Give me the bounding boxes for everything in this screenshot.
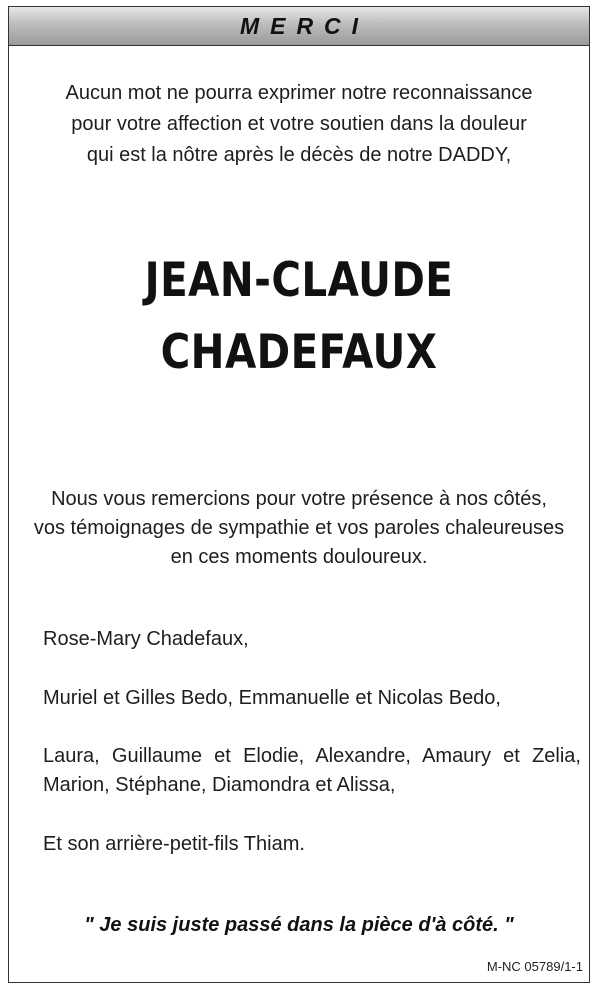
family-line: Laura, Guillaume et Elodie, Alexandre, Amaury et Zelia, [43,745,581,767]
thanks-line: vos témoignages de sympathie et vos paroles chaleureuses [33,517,565,539]
family-line: Marion, Stéphane, Diamondra et Alissa, [43,774,396,796]
reference-code: M-NC 05789/1-1 [486,959,583,974]
family-line: Rose-Mary Chadefaux, [43,628,249,650]
header-band [9,7,589,46]
thanks-line: en ces moments douloureux. [170,546,428,568]
family-line: Et son arrière-petit-fils Thiam. [43,833,305,855]
intro-paragraph [9,78,589,171]
deceased-last-name: CHADEFAUX [160,325,438,380]
intro-line: qui est la nôtre après le décès de notre DADDY, [86,144,512,166]
intro-line: Aucun mot ne pourra exprimer notre reconnaissance [65,82,533,104]
intro-line: pour votre affection et votre soutien dans la douleur [71,113,527,135]
family-line: Muriel et Gilles Bedo, Emmanuelle et Nicolas Bedo, [43,687,501,709]
deceased-first-name: JEAN-CLAUDE [144,253,454,308]
deceased-name [50,245,549,389]
notice-frame [8,6,590,983]
thanks-paragraph [9,485,589,572]
header-title: MERCI [239,12,370,39]
thanks-line: Nous vous remercions pour votre présence à nos côtés, [51,488,547,510]
closing-quote: " Je suis juste passé dans la pièce d'à côté. " [84,914,514,936]
